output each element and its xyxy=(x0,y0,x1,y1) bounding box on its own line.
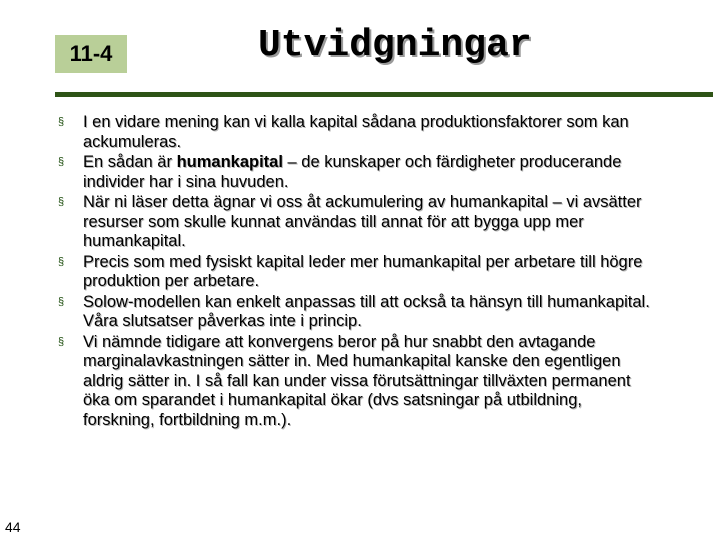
bullet-marker-icon: § xyxy=(58,116,65,128)
bullet-text: När ni läser detta ägnar vi oss åt ackumulering av humankapital – vi avsätter resurser som skulle kunnat användas till annat för att bygga upp mer humankapital. xyxy=(83,193,642,250)
bullet-item xyxy=(56,253,656,292)
bullet-item xyxy=(56,153,656,192)
bullet-marker-icon: § xyxy=(58,196,65,208)
bullet-marker-icon: § xyxy=(58,295,65,308)
bullet-item xyxy=(56,293,656,332)
slide-title: Utvidgningar xyxy=(258,24,532,67)
bullet-text: – de kunskaper och färdigheter producerande individer har i sina huvuden. xyxy=(83,153,622,191)
page-number: 44 xyxy=(5,519,21,535)
bullet-text: Vi nämnde tidigare att konvergens beror på hur snabbt den avtagande marginalavkastningen sätter in. Med humankapital kanske den egentligen aldrig sätter in. I så fall kan under vissa förutsättningar tillväxten permanent öka om sparandet i humankapital ökar (dvs satsningar på utbildning, forskning, fortbildning m.m.). xyxy=(83,332,631,429)
bullet-marker-icon: § xyxy=(58,255,65,268)
bullet-list xyxy=(56,113,656,431)
section-badge xyxy=(55,35,127,73)
title-divider xyxy=(55,92,713,97)
bullet-marker-icon: § xyxy=(58,156,65,168)
bullet-text: I en vidare mening kan vi kalla kapital sådana produktionsfaktorer som kan ackumuleras. xyxy=(83,113,629,151)
bullet-item xyxy=(56,193,656,252)
bullet-text: Precis som med fysiskt kapital leder mer humankapital per arbetare till högre produktion per arbetare. xyxy=(83,252,643,290)
bullet-item xyxy=(56,333,656,431)
bullet-item xyxy=(56,113,656,152)
section-number: 11-4 xyxy=(69,41,113,66)
bullet-text: Solow-modellen kan enkelt anpassas till att också ta hänsyn till humankapital. Våra slutsatser påverkas inte i princip. xyxy=(83,292,650,330)
bullet-emphasis: humankapital xyxy=(176,153,283,171)
bullet-text: En sådan är xyxy=(83,153,177,171)
bullet-marker-icon: § xyxy=(58,335,65,348)
